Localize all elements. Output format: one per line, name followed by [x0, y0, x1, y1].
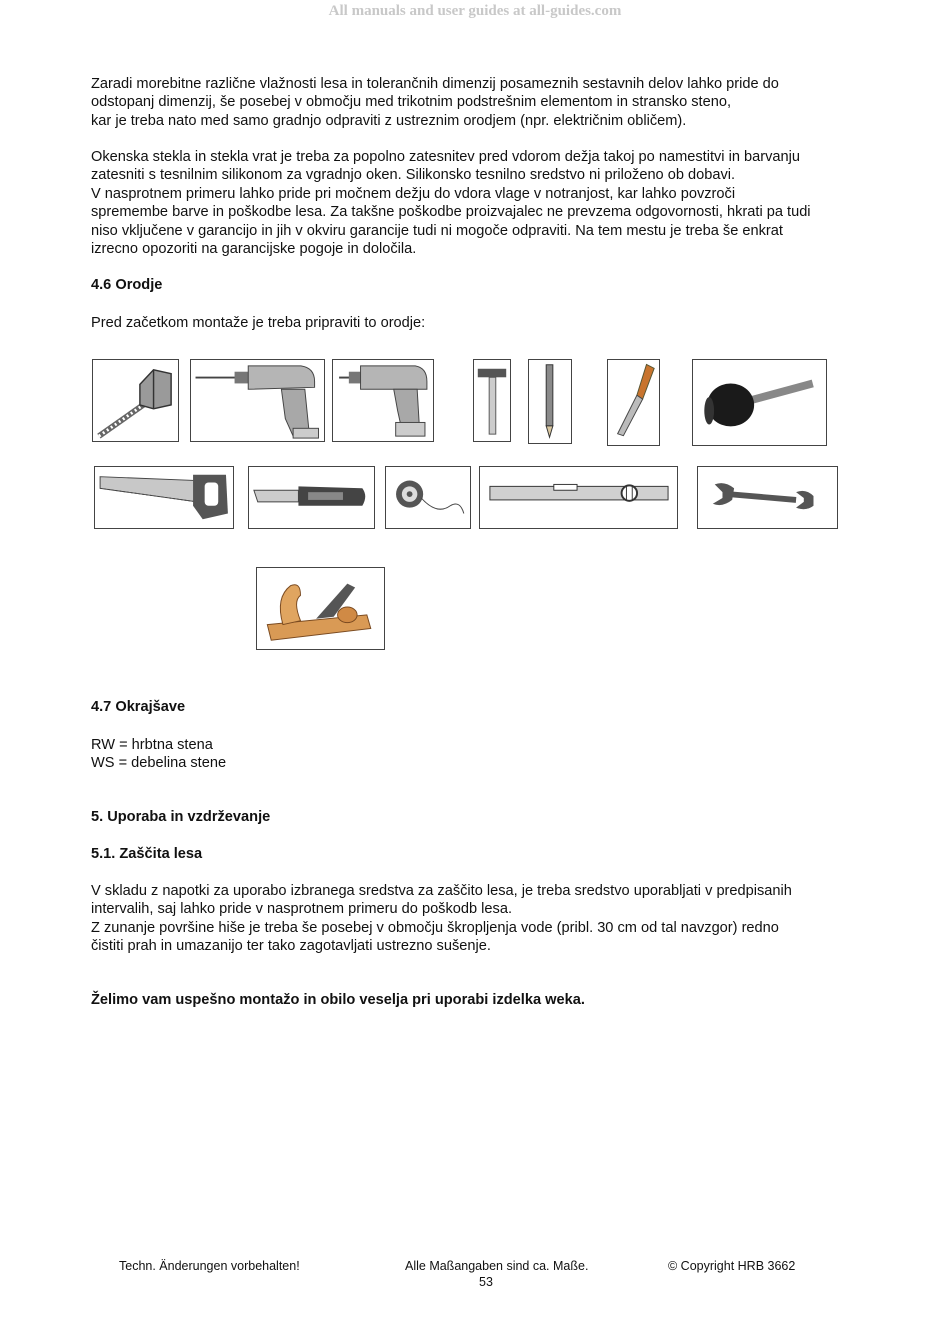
pencil-icon	[528, 359, 572, 444]
text-line: čistiti prah in umazanijo ter tako zagotavljati ustrezno sušenje.	[91, 938, 491, 955]
footer-left: Techn. Änderungen vorbehalten!	[119, 1259, 300, 1273]
chisel-icon	[607, 359, 660, 446]
text-line: niso vključene v garancijo in jih v okviru garancije tudi ni mogoče odpraviti. Na tem mestu je treba še enkrat	[91, 222, 783, 239]
footer-center: Alle Maßangaben sind ca. Maße.	[405, 1259, 589, 1273]
text-line: Zaradi morebitne različne vlažnosti lesa in tolerančnih dimenzij posameznih sestavnih delov lahko pride do	[91, 76, 779, 92]
text-line: V skladu z napotki za uporabo izbranega sredstva za zaščito lesa, je treba sredstvo uporabljati v predpisanih	[91, 883, 792, 899]
abbreviation-item: WS = debelina stene	[91, 755, 227, 772]
text-line: spremembe barve in poškodbe lesa. Za takšne poškodbe proizvajalec ne prevzema odgovornosti, hkrati pa tudi	[91, 204, 811, 221]
text-line: odstopanj dimenzij, še posebej v območju med trikotnim podstrešnim elementom in stransko steno,	[91, 94, 732, 111]
section-heading-4-6: 4.6 Orodje	[91, 277, 163, 293]
text-line: izrecno opozoriti na garancijske pogoje in določila.	[91, 241, 417, 258]
watermark: All manuals and user guides at all-guides.com	[328, 3, 622, 19]
closing-message: Želimo vam uspešno montažo in obilo veselja pri uporabi izdelka weka.	[91, 992, 585, 1008]
electric-drill-icon	[190, 359, 325, 442]
string-spool-icon	[385, 466, 471, 529]
wrench-icon	[697, 466, 838, 529]
intro-paragraph	[91, 75, 891, 130]
section-heading-5: 5. Uporaba in vzdrževanje	[91, 809, 271, 825]
tape-measure-icon	[92, 359, 179, 442]
rubber-mallet-icon	[692, 359, 827, 446]
text-line: V nasprotnem primeru lahko pride pri močnem dežju do vdora vlage v notranjost, kar lahko povzroči	[91, 185, 736, 202]
text-line: Pred začetkom montaže je treba pripraviti to orodje:	[91, 315, 426, 331]
text-line: Z zunanje površine hiše je treba še posebej v območju škropljenja vode (pribl. 30 cm od tal navzgor) redno	[91, 919, 779, 936]
tools-intro	[91, 314, 891, 332]
hand-plane-icon	[256, 567, 385, 650]
glass-paragraph	[91, 148, 891, 258]
abbreviation-item: RW = hrbtna stena	[91, 737, 213, 753]
page-number: 53	[479, 1275, 493, 1289]
hammer-icon	[473, 359, 511, 442]
cordless-drill-icon	[332, 359, 434, 442]
section-heading-5-1: 5.1. Zaščita lesa	[91, 846, 203, 862]
text-line: kar je treba nato med samo gradnjo odpraviti z ustreznim orodjem (npr. električnim obličem).	[91, 112, 687, 129]
section-heading-4-7: 4.7 Okrajšave	[91, 699, 186, 715]
text-line: intervalih, saj lahko pride v nasprotnem primeru do poškodb lesa.	[91, 901, 513, 918]
hand-saw-icon	[94, 466, 234, 529]
spirit-level-icon	[479, 466, 678, 529]
text-line: zatesniti s tesnilnim silikonom za vgradnjo oken. Silikonsko tesnilno sredstvo ni priloženo ob dobavi.	[91, 167, 736, 184]
utility-knife-icon	[248, 466, 375, 529]
abbreviations-list	[91, 736, 891, 773]
footer-right: © Copyright HRB 3662	[668, 1259, 796, 1273]
text-line: Okenska stekla in stekla vrat je treba za popolno zatesnitev pred vdorom dežja takoj po namestitvi in barvanju	[91, 149, 800, 165]
wood-protection-paragraph	[91, 882, 891, 956]
